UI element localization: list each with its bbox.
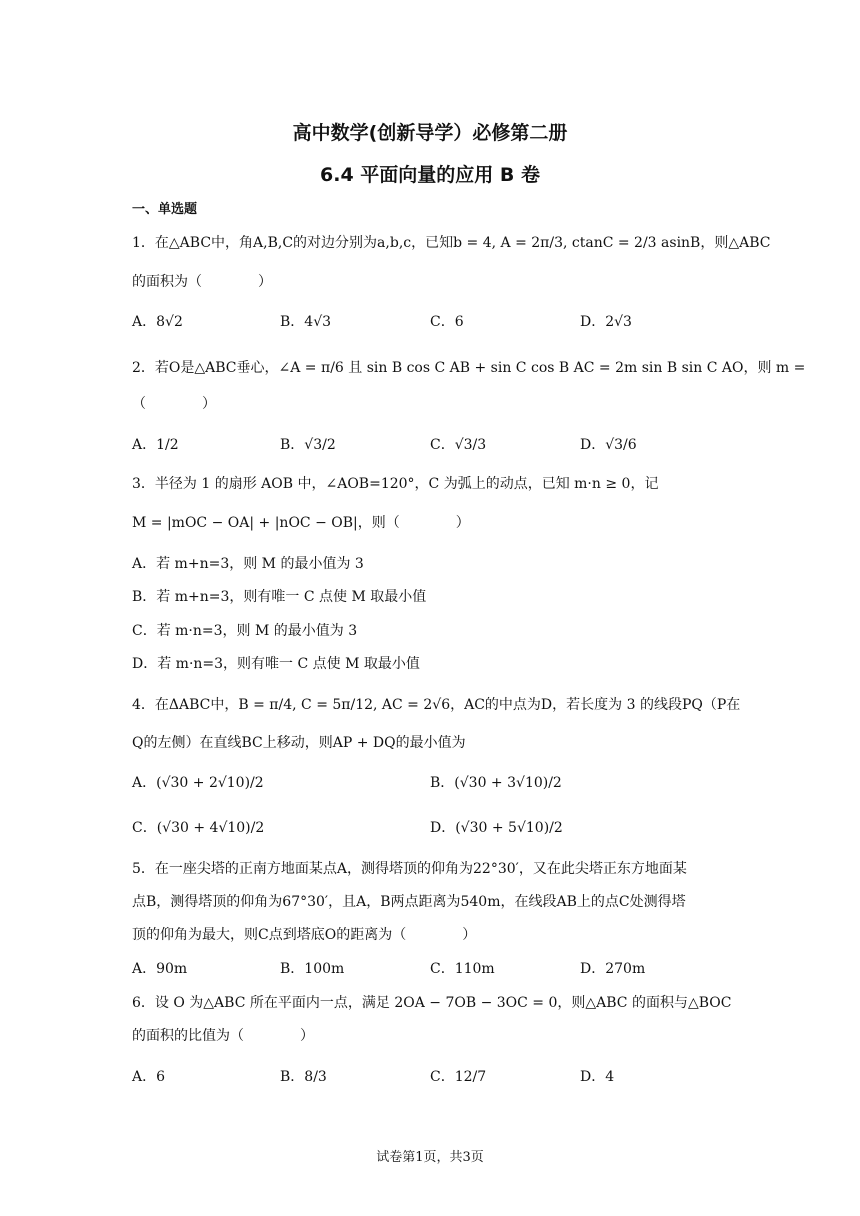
section-heading: 一、单选题 [132, 202, 198, 217]
page-subtitle: 6.4 平面向量的应用 B 卷 [320, 164, 540, 186]
question-3-option-c: C．若 m·n=3，则 M 的最小值为 3 [132, 623, 358, 639]
question-4-option-a: A．(√30 + 2√10)/2 [132, 775, 264, 791]
question-4-stem-line1: 4．在ΔABC中，B = π/4, C = 5π/12, AC = 2√6，AC的中点为D，若长度为 3 的线段PQ（P在 [132, 697, 741, 713]
page-title: 高中数学(创新导学）必修第二册 [292, 122, 568, 144]
question-5-option-c: C．110m [430, 961, 495, 977]
page-footer: 试卷第1页，共3页 [376, 1150, 484, 1165]
question-3-option-a: A．若 m+n=3，则 M 的最小值为 3 [132, 556, 364, 572]
question-5-stem-line3: 顶的仰角为最大，则C点到塔底O的距离为（ ） [132, 927, 477, 943]
question-2-option-a: A．1/2 [132, 437, 179, 453]
question-6-option-d: D．4 [580, 1069, 615, 1085]
question-4-stem-line2: Q的左侧）在直线BC上移动，则AP + DQ的最小值为 [132, 735, 466, 751]
question-5-option-d: D．270m [580, 961, 646, 977]
question-3-stem-line2: M = |mOC − OA| + |nOC − OB|，则（ ） [132, 515, 470, 531]
question-3-stem-line1: 3．半径为 1 的扇形 AOB 中，∠AOB=120°，C 为弧上的动点，已知 m·n ≥ 0，记 [132, 476, 659, 492]
question-6-option-b: B．8/3 [280, 1069, 327, 1085]
question-4-option-d: D．(√30 + 5√10)/2 [430, 820, 563, 836]
question-4-option-c: C．(√30 + 4√10)/2 [132, 820, 265, 836]
question-6-stem-line2: 的面积的比值为（ ） [132, 1028, 314, 1044]
question-5-option-b: B．100m [280, 961, 345, 977]
question-3-option-b: B．若 m+n=3，则有唯一 C 点使 M 取最小值 [132, 589, 427, 605]
question-6-option-c: C．12/7 [430, 1069, 487, 1085]
question-2-stem-line2: （ ） [132, 396, 216, 412]
question-5-stem-line2: 点B，测得塔顶的仰角为67°30′，且A，B两点距离为540m，在线段AB上的点C处测得塔 [132, 894, 686, 910]
question-5-option-a: A．90m [132, 961, 188, 977]
question-1-option-c: C．6 [430, 314, 464, 330]
question-4-option-b: B．(√30 + 3√10)/2 [430, 775, 562, 791]
question-1-option-d: D．2√3 [580, 314, 632, 330]
question-1-option-b: B．4√3 [280, 314, 332, 330]
question-6-option-a: A．6 [132, 1069, 166, 1085]
question-2-option-c: C．√3/3 [430, 437, 487, 453]
question-2-stem-line1: 2．若O是△ABC垂心，∠A = π/6 且 sin B cos C AB + sin C cos B AC = 2m sin B sin C AO，则 m = [132, 360, 806, 376]
question-2-option-d: D．√3/6 [580, 437, 637, 453]
question-1-stem-line2: 的面积为（ ） [132, 274, 272, 290]
question-1-option-a: A．8√2 [132, 314, 183, 330]
question-5-stem-line1: 5．在一座尖塔的正南方地面某点A，测得塔顶的仰角为22°30′，又在此尖塔正东方地面某 [132, 861, 687, 877]
question-3-option-d: D．若 m·n=3，则有唯一 C 点使 M 取最小值 [132, 656, 420, 672]
question-1-stem-line1: 1．在△ABC中，角A,B,C的对边分别为a,b,c，已知b = 4, A = 2π/3, ctanC = 2/3 asinB，则△ABC [132, 235, 771, 251]
question-2-option-b: B．√3/2 [280, 437, 336, 453]
question-6-stem-line1: 6．设 O 为△ABC 所在平面内一点，满足 2OA − 7OB − 3OC = 0，则△ABC 的面积与△BOC [132, 995, 732, 1011]
